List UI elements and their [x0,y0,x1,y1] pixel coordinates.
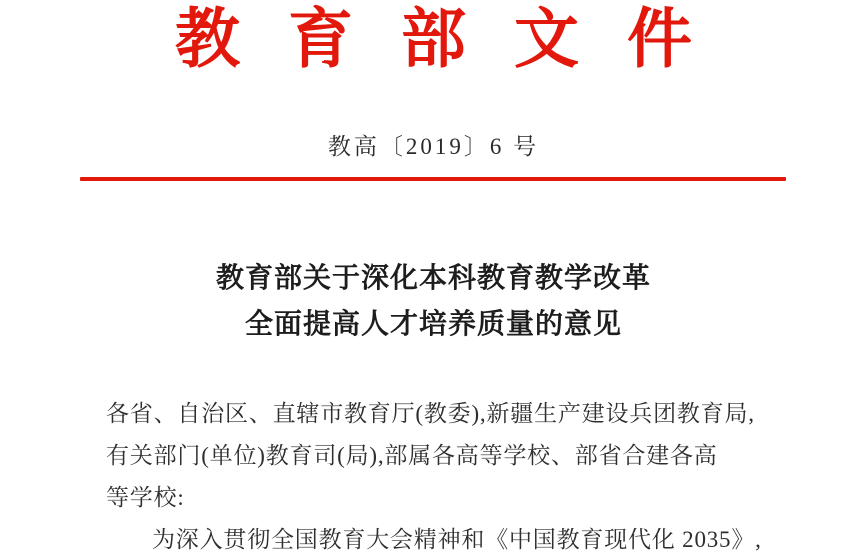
paragraph-line-1: 为深入贯彻全国教育大会精神和《中国教育现代化 2035》, [152,527,762,552]
document-title-line-2: 全面提高人才培养质量的意见 [244,308,622,339]
salutation-line-3: 等学校: [106,485,185,510]
red-divider-line [80,177,786,181]
document-title-line-1: 教育部关于深化本科教育教学改革 [215,262,651,293]
document-body [0,393,867,559]
salutation-line-2: 有关部门(单位)教育司(局),部属各高等学校、部省合建各高 [106,443,718,468]
document-title [0,255,867,347]
document-header-title: 教育部文件 [174,4,740,76]
salutation-line-1: 各省、自治区、直辖市教育厅(教委),新疆生产建设兵团教育局, [106,401,755,426]
document-number: 教高〔2019〕6 号 [327,134,540,159]
